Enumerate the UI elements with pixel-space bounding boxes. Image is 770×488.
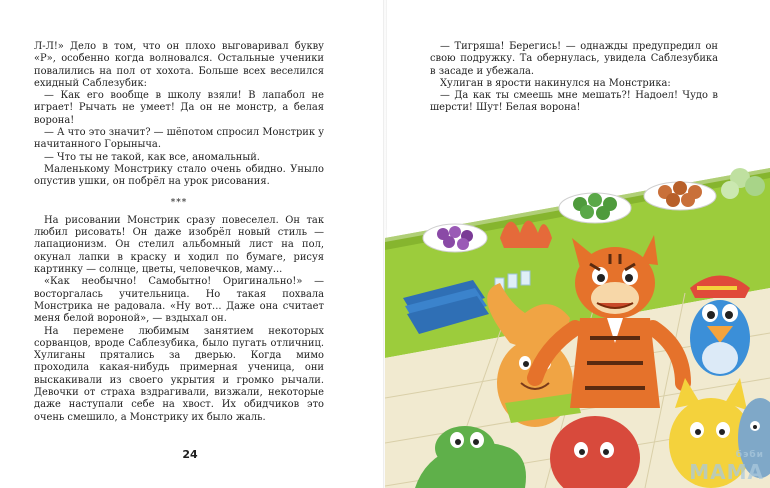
illustration-svg [385,168,770,488]
paragraph: На рисовании Монстрик сразу повеселел. Он так любил рисовать! Он даже изобрёл новый стиль — лапационизм. Он стелил альбомный лист на пол, окунал лапки в краску и ходил по бумаге, рисуя картинку — солнце, цветы, человечков, маму... [34,214,324,276]
left-text-column [34,41,324,424]
coral-food [500,221,552,249]
paragraph: — Что ты не такой, как все, аномальный. [44,151,260,163]
paragraph: — Да как ты смеешь мне мешать?! Надоел! Чудо в шерсти! Шут! Белая ворона! [430,90,718,114]
paragraph: Хулиган в ярости накинулся на Монстрика: [440,77,671,89]
plate-purple-sweets [423,224,487,252]
paragraph: — Как его вообще в школу взяли! В лапабол не играет! Рычать не умеет! Да он не монстр, а белая ворона! [34,90,324,126]
paragraph: Л-Л!» Дело в том, что он плохо выговаривал букву «Р», особенно когда волновался. Остальные ученики повалились на пол от хохота. Больше всех веселился ехидный Саблезубик: [34,41,324,89]
paragraph: — Тигряша! Берегись! — однажды предупредил он свою подружку. Та обернулась, увидела Саблезубика в засаде и убежала. [430,41,718,77]
paragraph: — А что это значит? — шёпотом спросил Монстрик у начитанного Горыныча. [34,127,325,151]
watermark-small-text: бэби [735,450,764,460]
blue-bird-character [690,276,750,377]
right-text-column [430,41,718,115]
section-break: *** [170,197,188,208]
watermark-logo [689,450,764,484]
paragraph: «Как необычно! Самобытно! Оригинально!» — восторгалась учительница. Но такая похвала Монстрика не радовала. «Ну вот... Даже она считает меня белой вороной», — вздыхал он. [34,276,324,325]
paragraph: Маленькому Монстрику стало очень обидно. Уныло опустив ушки, он побрёл на урок рисования. [34,163,324,188]
cafeteria-illustration [385,168,770,488]
watermark-big-text: МАМА [689,460,764,484]
plate-green-balls [559,193,631,223]
page-number: 24 [182,448,198,461]
paragraph: На перемене любимым занятием некоторых сорванцов, вроде Саблезубика, было пугать отличниц. Хулиганы прятались за дверью. Когда мимо проходила какая-нибудь примерная ученица, они выскакивали из своего укрытия и громко рычали. Девочки от страха вздрагивали, визжали, некоторые даже наступали себе на хвост. Их обидчиков это очень смешило, а Монстрику их было жаль. [34,325,324,423]
